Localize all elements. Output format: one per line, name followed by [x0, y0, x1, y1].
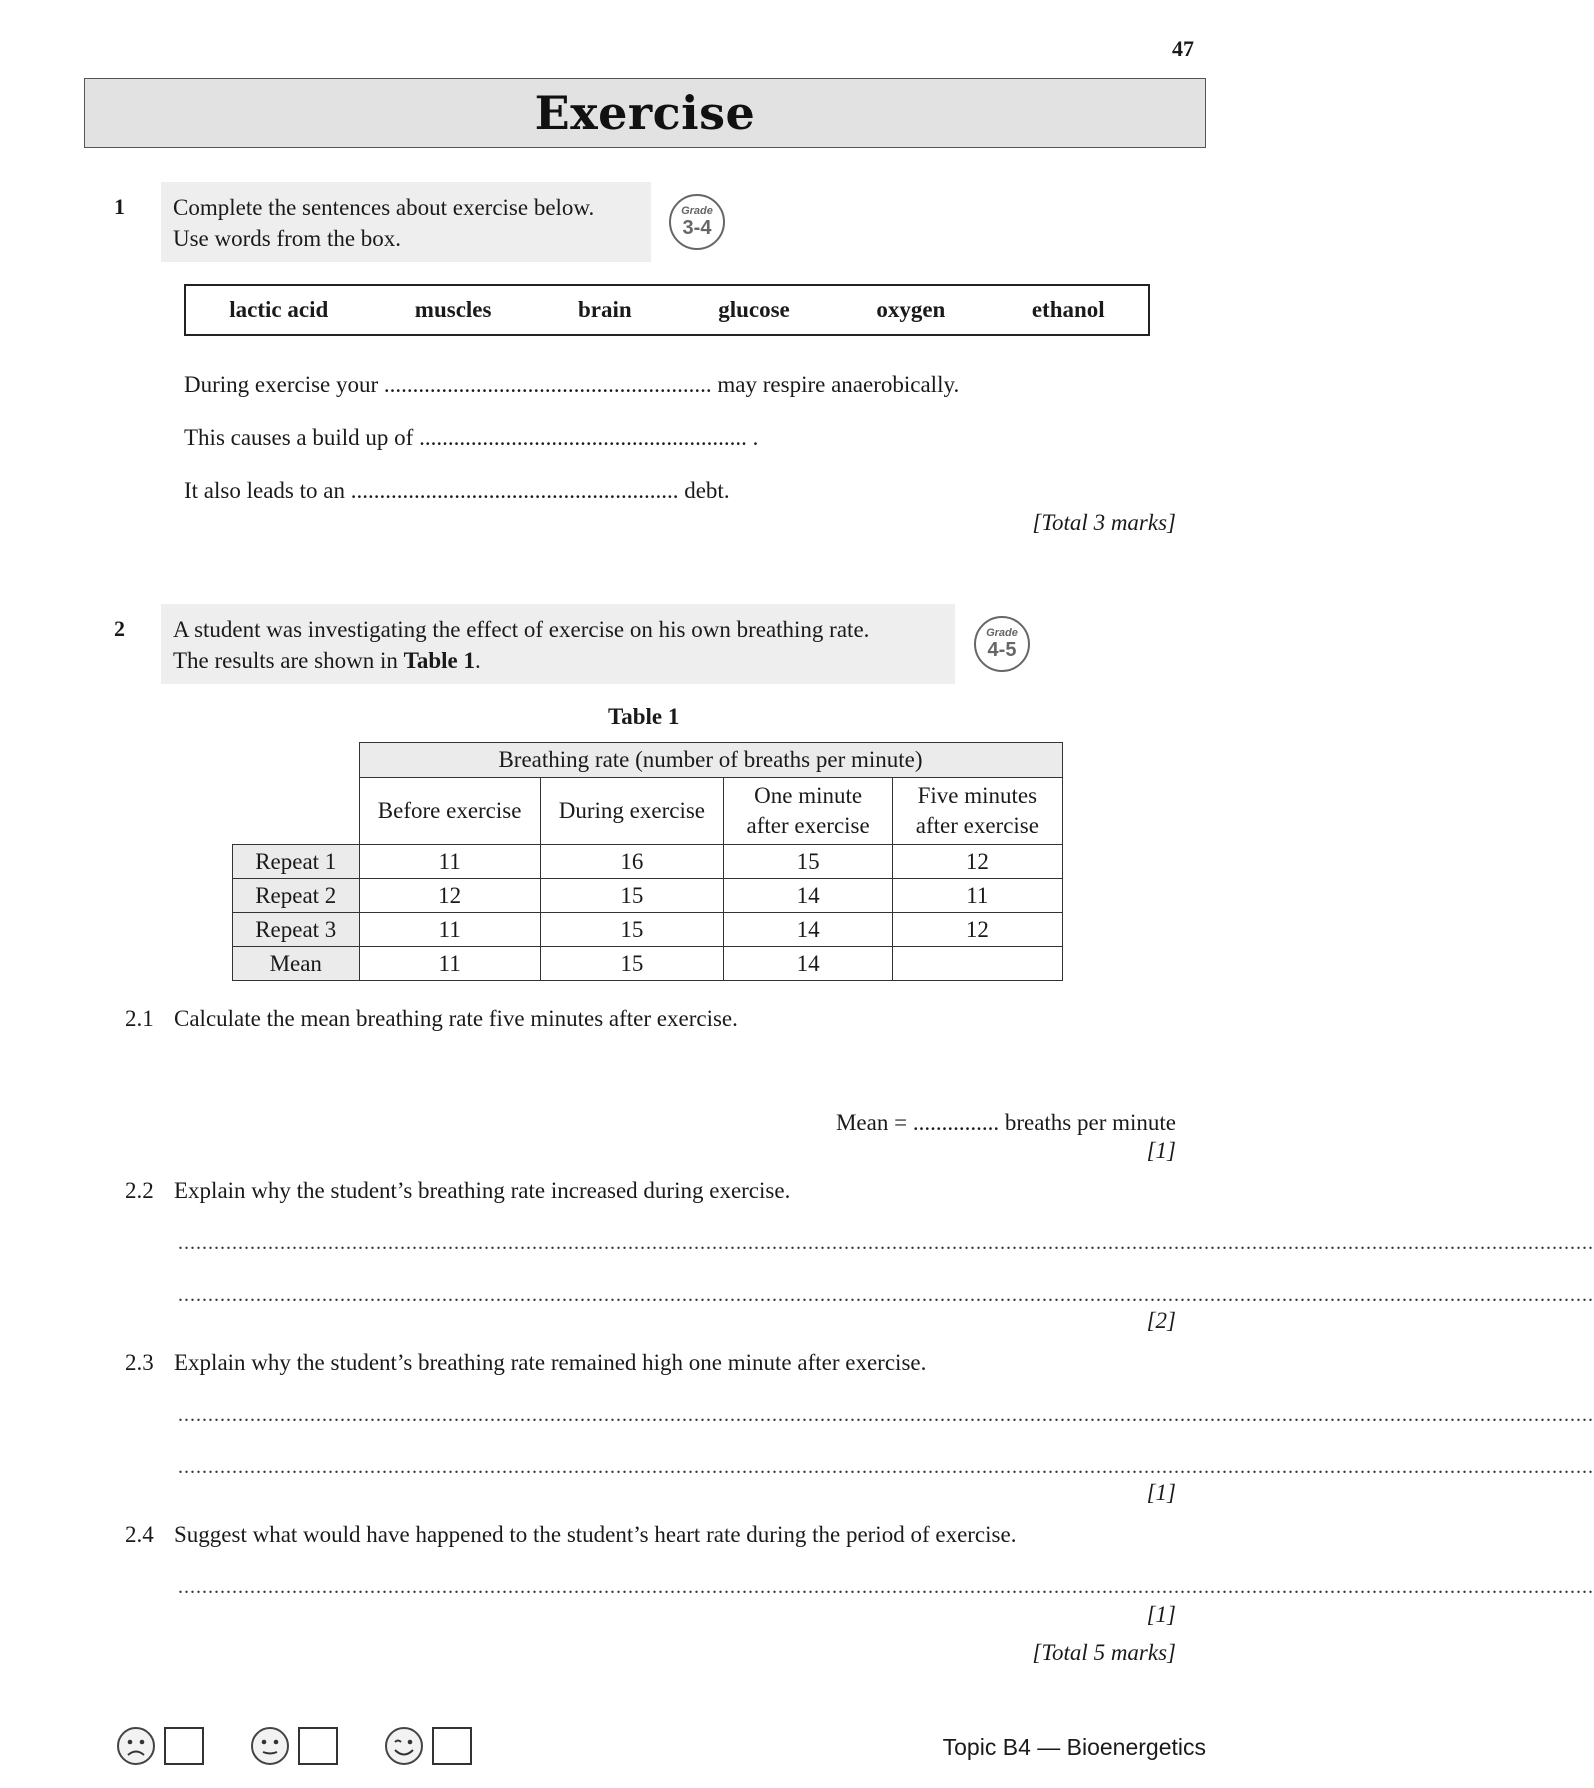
q1-total-marks: [Total 3 marks] [1032, 510, 1176, 535]
q1-grade-label: Grade [681, 204, 713, 217]
s2-answer-blank[interactable]: ......................................................... . [419, 425, 759, 450]
word-brain: brain [578, 297, 632, 322]
q1-sentence-1 [184, 372, 959, 398]
table-caption: Table 1 [608, 704, 680, 729]
q2-1-marks: [1] [1146, 1138, 1176, 1163]
q2-1-answer [836, 1110, 1176, 1136]
q1-instruction-line2: Use words from the box. [173, 226, 402, 251]
col4-line1: Five minutes [917, 783, 1038, 808]
q2-intro-table-ref: Table 1 [403, 648, 475, 673]
q2-number: 2 [114, 616, 125, 641]
cell: 12 [893, 913, 1062, 947]
q2-2-answer-line-1[interactable]: ............................................................................................................................................................................................................................................ [178, 1232, 1594, 1254]
word-glucose: glucose [718, 297, 790, 322]
footer-topic: Topic B4 — Bioenergetics [942, 1734, 1206, 1760]
col-one-minute-after [724, 778, 893, 845]
s3-after: debt. [684, 478, 730, 503]
cell: 15 [724, 845, 893, 879]
cell: 15 [540, 879, 723, 913]
q1-number: 1 [114, 194, 125, 219]
q2-4-answer-line-1[interactable]: ............................................................................................................................................................................................................................................ [178, 1576, 1594, 1598]
q2-intro-line1: A student was investigating the effect of exercise on his own breathing rate. [173, 617, 870, 642]
cell: 15 [540, 947, 723, 981]
word-muscles: muscles [414, 297, 492, 322]
happy-face-icon [384, 1726, 424, 1771]
q2-4-marks: [1] [1146, 1602, 1176, 1627]
q2-grade-badge [974, 616, 1030, 672]
title-bar [84, 78, 1206, 148]
cell: 11 [359, 913, 540, 947]
col-during-exercise: During exercise [540, 778, 723, 845]
q2-3-marks: [1] [1146, 1480, 1176, 1505]
table-row [233, 879, 1063, 913]
col-five-minutes-after [893, 778, 1062, 845]
q1-grade-badge [669, 194, 725, 250]
col4-line2: after exercise [915, 813, 1039, 838]
q2-grade-value: 4-5 [987, 638, 1017, 661]
self-assess-box-1[interactable] [164, 1727, 204, 1765]
s3-before: It also leads to an [184, 478, 345, 503]
table-group-header: Breathing rate (number of breaths per minute) [359, 743, 1062, 778]
col-before-exercise: Before exercise [359, 778, 540, 845]
s1-after: may respire anaerobically. [717, 372, 960, 397]
q2-3-answer-line-2[interactable]: ............................................................................................................................................................................................................................................ [178, 1456, 1594, 1478]
q2-4-number: 2.4 [125, 1522, 154, 1547]
q2-total-marks: [Total 5 marks] [1032, 1640, 1176, 1665]
neutral-face-icon [250, 1726, 290, 1771]
cell: 11 [359, 947, 540, 981]
word-ethanol: ethanol [1031, 297, 1105, 322]
q2-intro-line2 [173, 645, 943, 676]
mean-label: Mean = [835, 1110, 908, 1135]
table-row [233, 913, 1063, 947]
q2-intro-period: . [474, 648, 481, 673]
q2-3-text: Explain why the student’s breathing rate remained high one minute after exercise. [174, 1350, 927, 1375]
q1-grade-value: 3-4 [682, 216, 712, 239]
q2-1-number: 2.1 [125, 1006, 154, 1031]
q2-intro-box [161, 604, 955, 684]
cell: 11 [359, 845, 540, 879]
table-row [233, 947, 1063, 981]
word-oxygen: oxygen [876, 297, 946, 322]
q2-2-marks: [2] [1146, 1308, 1176, 1333]
s1-answer-blank[interactable]: ......................................................... [383, 372, 712, 397]
cell: 12 [893, 845, 1062, 879]
self-assess-box-3[interactable] [432, 1727, 472, 1765]
q1-instruction-box [161, 182, 651, 262]
word-lactic-acid: lactic acid [229, 297, 329, 322]
s1-before: During exercise your [184, 372, 379, 397]
row-label: Mean [233, 947, 360, 981]
q2-2-text: Explain why the student’s breathing rate increased during exercise. [174, 1178, 791, 1203]
page-title: Exercise [534, 86, 756, 140]
q1-instruction-line1: Complete the sentences about exercise below. [173, 195, 595, 220]
q1-sentence-3 [184, 478, 730, 504]
row-label: Repeat 2 [233, 879, 360, 913]
word-box [184, 284, 1150, 336]
s2-before: This causes a build up of [184, 425, 414, 450]
mean-unit: breaths per minute [1004, 1110, 1176, 1135]
cell: 12 [359, 879, 540, 913]
sad-face-icon [116, 1726, 156, 1771]
col3-line1: One minute [754, 783, 863, 808]
q2-grade-label: Grade [986, 626, 1018, 639]
mean-answer-blank[interactable]: ............... [912, 1110, 1000, 1135]
cell: 14 [724, 947, 893, 981]
q2-1-text: Calculate the mean breathing rate five minutes after exercise. [174, 1006, 738, 1031]
cell: 14 [724, 913, 893, 947]
q2-intro-text: The results are shown in [173, 648, 404, 673]
q2-2-answer-line-2[interactable]: ............................................................................................................................................................................................................................................ [178, 1284, 1594, 1306]
q2-3-number: 2.3 [125, 1350, 154, 1375]
s3-answer-blank[interactable]: ......................................................... [350, 478, 679, 503]
page-number: 47 [1172, 36, 1194, 61]
self-assess-box-2[interactable] [298, 1727, 338, 1765]
q2-2-number: 2.2 [125, 1178, 154, 1203]
table-row [233, 845, 1063, 879]
mean-answer-cell[interactable] [893, 947, 1062, 981]
q2-4-text: Suggest what would have happened to the student’s heart rate during the period of exercise. [174, 1522, 1017, 1547]
cell: 14 [724, 879, 893, 913]
breathing-rate-table [232, 742, 1063, 981]
row-label: Repeat 3 [233, 913, 360, 947]
q1-sentence-2 [184, 425, 758, 451]
col3-line2: after exercise [746, 813, 870, 838]
cell: 11 [893, 879, 1062, 913]
cell: 16 [540, 845, 723, 879]
q2-3-answer-line-1[interactable]: ............................................................................................................................................................................................................................................ [178, 1404, 1594, 1426]
cell: 15 [540, 913, 723, 947]
row-label: Repeat 1 [233, 845, 360, 879]
